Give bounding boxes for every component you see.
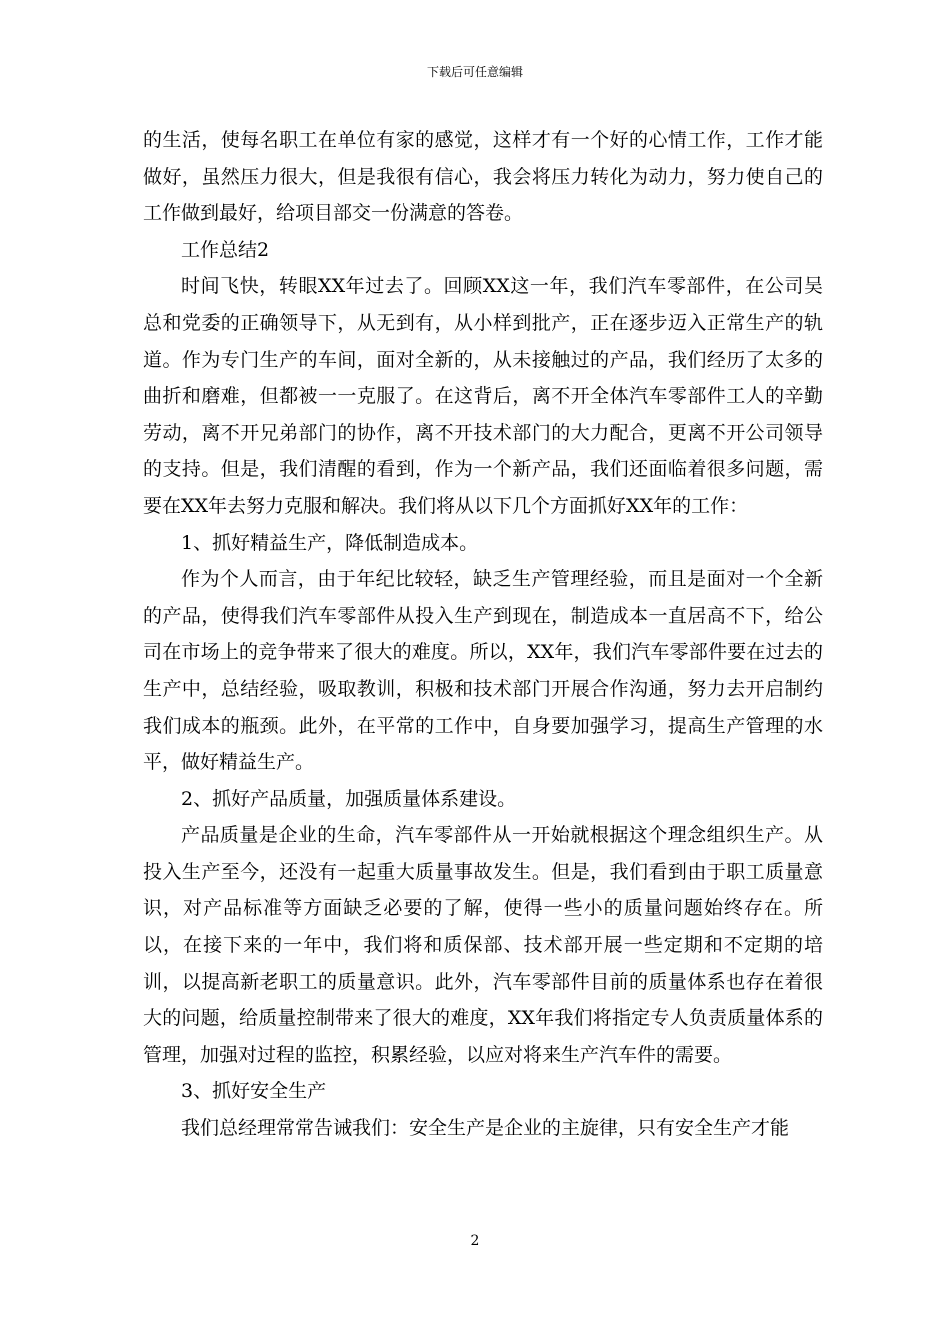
paragraph: 作为个人而言，由于年纪比较轻，缺乏生产管理经验，而且是面对一个全新的产品，使得我们汽车零部件从投入生产到现在，制造成本一直居高不下，给公司在市场上的竞争带来了很大的难度。所以，XX年，我们汽车零部件要在过去的生产中，总结经验，吸取教训，积极和技术部门开展合作沟通，努力去开启制约我们成本的瓶颈。此外，在平常的工作中，自身要加强学习，提高生产管理的水平，做好精益生产。 [143, 568, 823, 774]
paragraph: 我们总经理常常告诫我们：安全生产是企业的主旋律，只有安全生产才能 [181, 1117, 790, 1140]
paragraph: 的生活，使每名职工在单位有家的感觉，这样才有一个好的心情工作，工作才能做好，虽然压力很大，但是我很有信心，我会将压力转化为动力，努力使自己的工作做到最好，给项目部交一份满意的答卷。 [143, 129, 823, 225]
page-header: 下载后可任意编辑 [426, 65, 523, 79]
list-item-heading: 2、抓好产品质量，加强质量体系建设。 [181, 787, 517, 810]
paragraph: 产品质量是企业的生命，汽车零部件从一开始就根据这个理念组织生产。从投入生产至今，还没有一起重大质量事故发生。但是，我们看到由于职工质量意识，对产品标准等方面缺乏必要的了解，使得一些小的质量问题始终存在。所以，在接下来的一年中，我们将和质保部、技术部开展一些定期和不定期的培训，以提高新老职工的质量意识。此外，汽车零部件目前的质量体系也存在着很大的问题，给质量控制带来了很大的难度，XX年我们将指定专人负责质量体系的管理，加强对过程的监控，积累经验，以应对将来生产汽车件的需要。 [143, 824, 823, 1066]
list-item-heading: 1、抓好精益生产，降低制造成本。 [181, 531, 479, 554]
section-heading: 工作总结2 [181, 238, 270, 261]
list-item-heading: 3、抓好安全生产 [181, 1080, 327, 1103]
document-body [143, 122, 823, 1147]
paragraph: 时间飞快，转眼XX年过去了。回顾XX这一年，我们汽车零部件，在公司吴总和党委的正确领导下，从无到有，从小样到批产，正在逐步迈入正常生产的轨道。作为专门生产的车间，面对全新的，从未接触过的产品，我们经历了太多的曲折和磨难，但都被一一克服了。在这背后，离不开全体汽车零部件工人的辛勤劳动，离不开兄弟部门的协作，离不开技术部门的大力配合，更离不开公司领导的支持。但是，我们清醒的看到，作为一个新产品，我们还面临着很多问题，需要在XX年去努力克服和解决。我们将从以下几个方面抓好XX年的工作： [143, 275, 823, 517]
page-number: 2 [470, 1233, 480, 1249]
